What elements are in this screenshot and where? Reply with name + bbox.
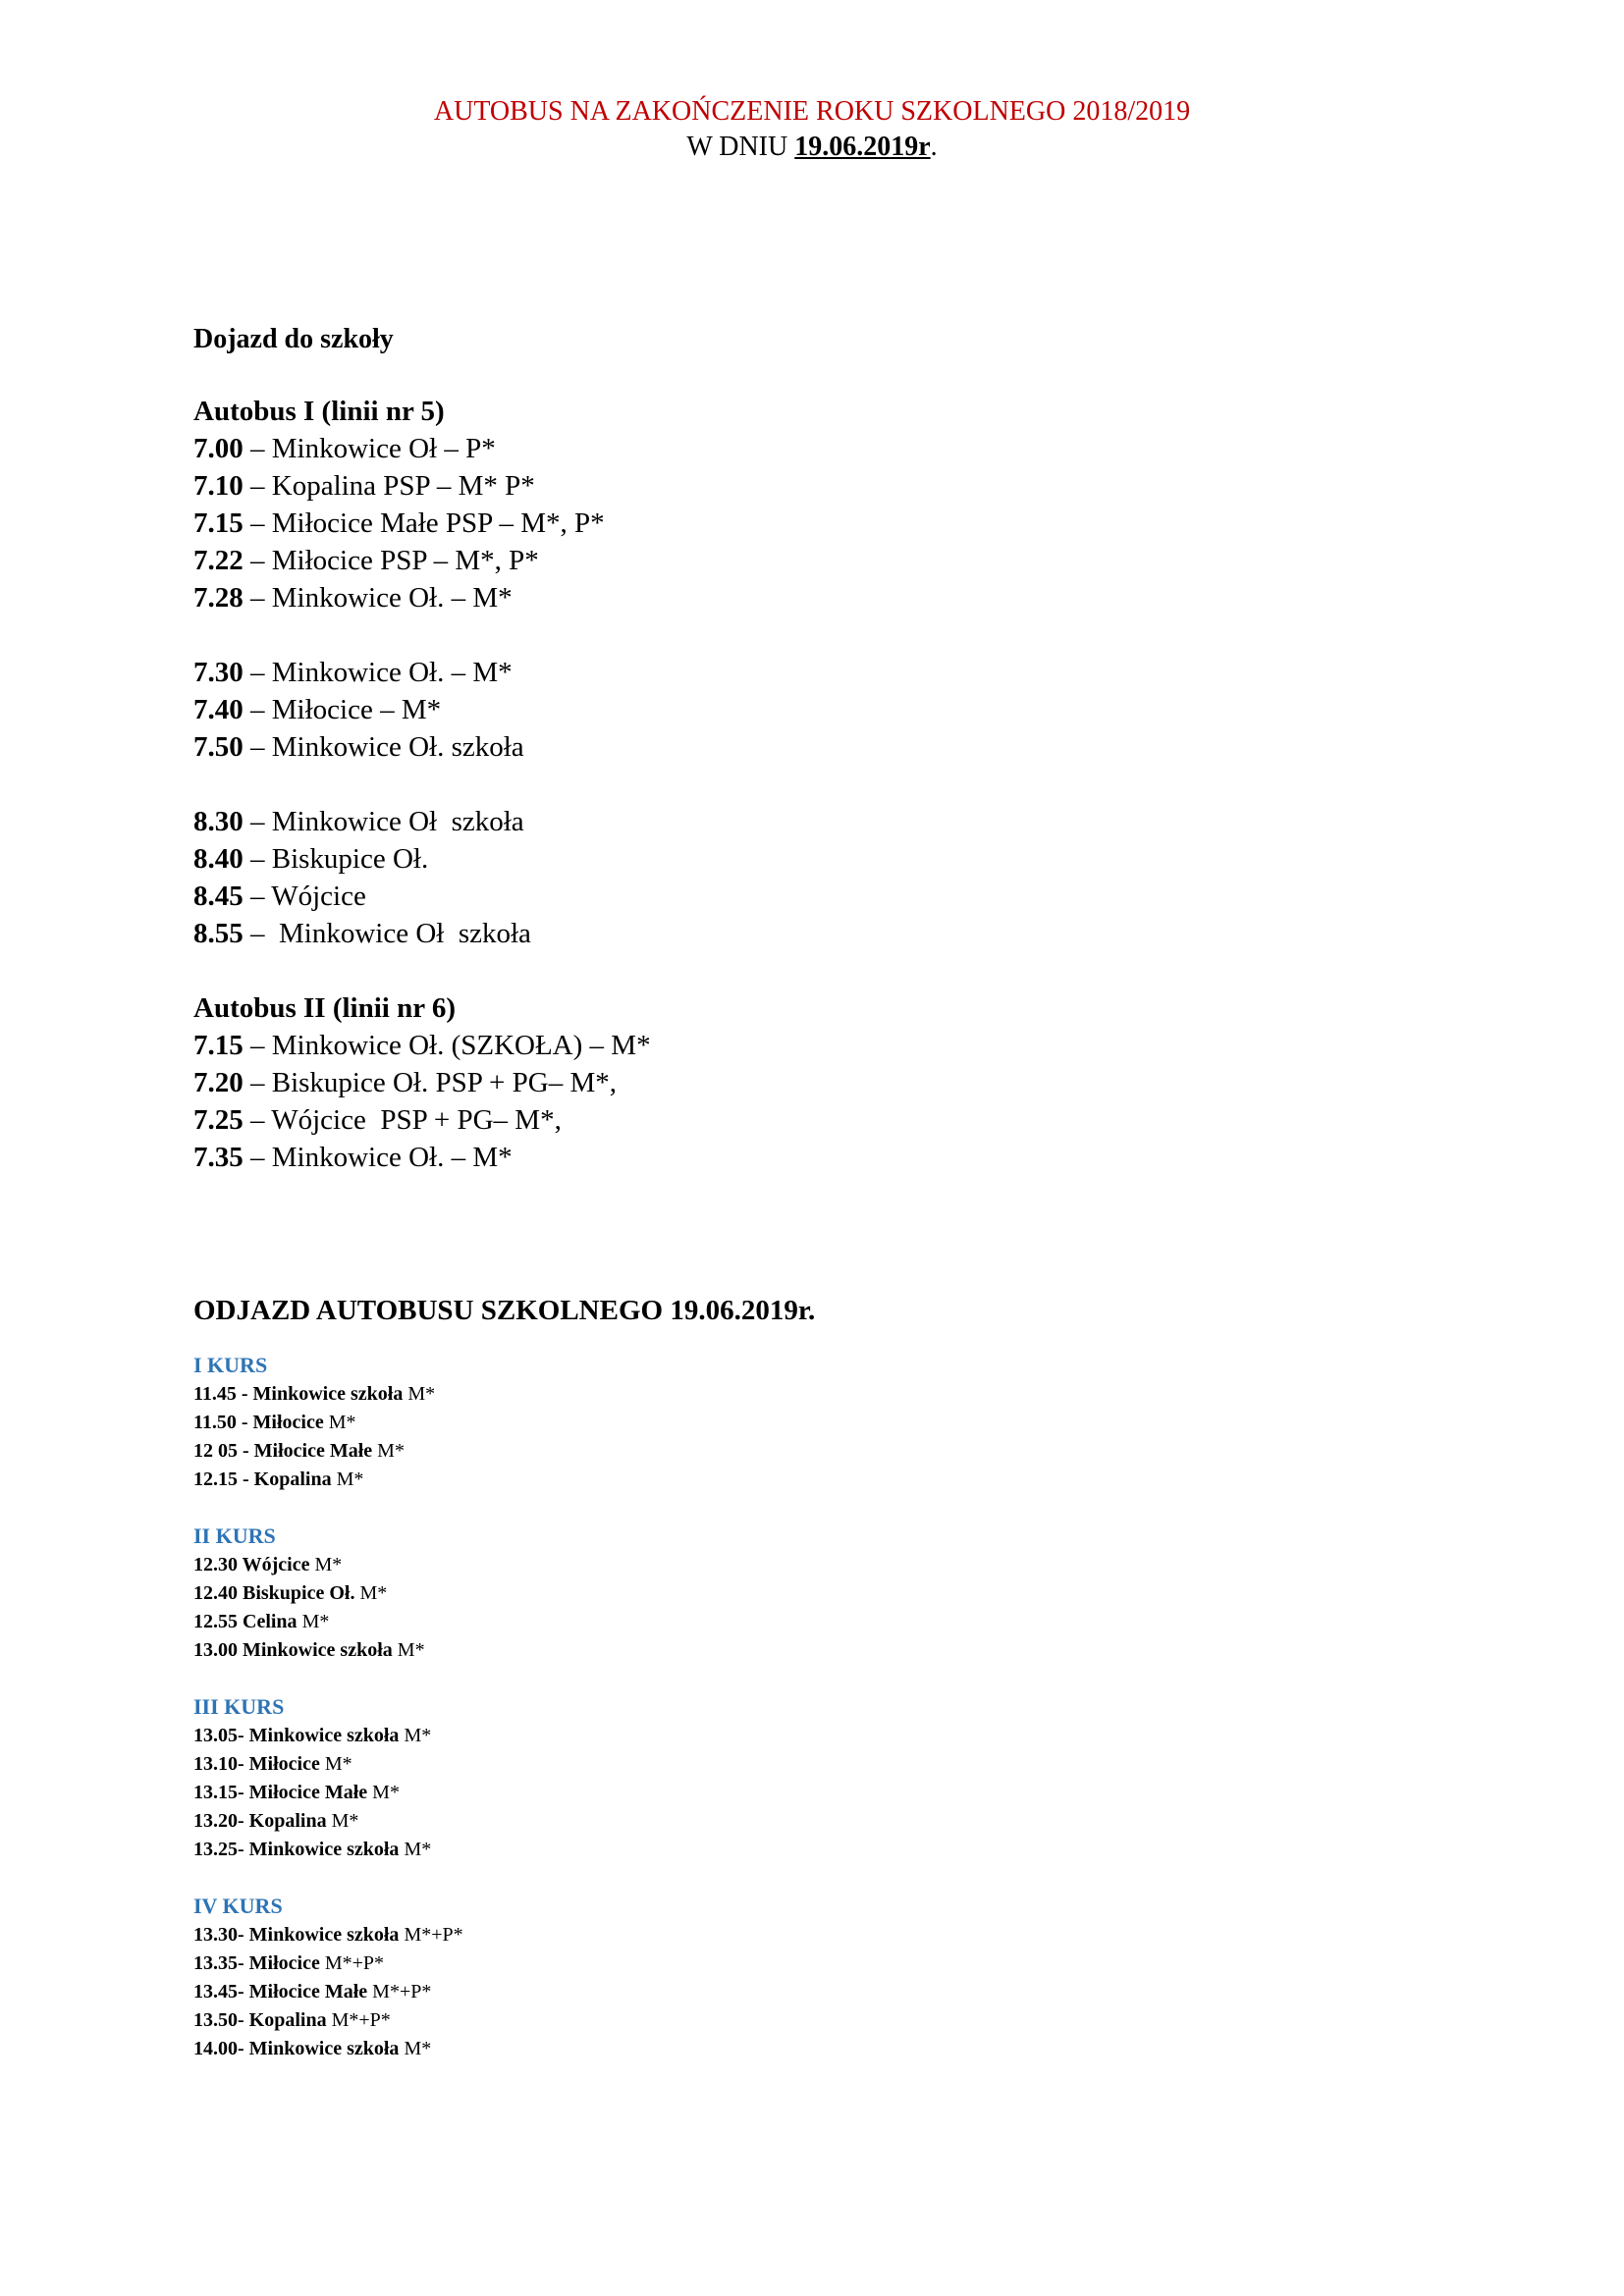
document-title: AUTOBUS NA ZAKOŃCZENIE ROKU SZKOLNEGO 2018/2019 [433,96,1191,127]
schedule-row: 8.40 – Biskupice Oł. [193,843,429,875]
schedule-row: 7.20 – Biskupice Oł. PSP + PG– M*, [193,1067,618,1098]
kurs-row: 12.15 - Kopalina M* [193,1468,364,1490]
kurs-title: II KURS [193,1523,276,1548]
kurs-row: 14.00- Minkowice szkoła M* [193,2038,432,2059]
schedule-row: 7.35 – Minkowice Oł. – M* [193,1142,513,1173]
kurs-row: 11.45 - Minkowice szkoła M* [193,1383,436,1405]
kurs-row: 13.05- Minkowice szkoła M* [193,1725,432,1746]
schedule-row: 7.10 – Kopalina PSP – M* P* [193,470,535,502]
document-content [193,322,1470,2063]
kurs-row: 13.20- Kopalina M* [193,1810,359,1832]
date-line [0,130,1624,165]
kurs-row: 13.25- Minkowice szkoła M* [193,1839,432,1860]
bus-1-group-1 [193,430,1470,616]
schedule-row: 8.30 – Minkowice Oł szkoła [193,806,524,837]
schedule-row: 7.28 – Minkowice Oł. – M* [193,582,513,614]
kurs-row: 13.00 Minkowice szkoła M* [193,1639,425,1661]
kurs-title: I KURS [193,1353,268,1377]
kurs-row: 12 05 - Miłocice Małe M* [193,1440,405,1462]
bus-1-group-2 [193,654,1470,766]
date-suffix: . [930,132,938,162]
kurs-2 [193,1522,1470,1665]
schedule-row: 7.25 – Wójcice PSP + PG– M*, [193,1104,562,1136]
kurs-title: IV KURS [193,1894,283,1918]
departure-heading: ODJAZD AUTOBUSU SZKOLNEGO 19.06.2019r. [193,1295,816,1326]
kurs-row: 12.55 Celina M* [193,1611,330,1632]
kurs-row: 13.50- Kopalina M*+P* [193,2009,391,2031]
schedule-row: 8.55 – Minkowice Oł szkoła [193,918,531,949]
schedule-row: 7.50 – Minkowice Oł. szkoła [193,731,524,763]
arrival-heading: Dojazd do szkoły [193,324,394,354]
date-prefix: W DNIU [686,132,795,162]
kurs-row: 13.15- Miłocice Małe M* [193,1782,400,1803]
bus-1-heading: Autobus I (linii nr 5) [193,396,445,427]
schedule-row: 7.15 – Minkowice Oł. (SZKOŁA) – M* [193,1030,651,1061]
bus-2-heading: Autobus II (linii nr 6) [193,992,456,1024]
document-header [0,94,1624,165]
kurs-1 [193,1351,1470,1494]
schedule-row: 7.40 – Miłocice – M* [193,694,442,725]
kurs-row: 13.30- Minkowice szkoła M*+P* [193,1924,463,1946]
kurs-3 [193,1692,1470,1864]
bus-2-rows [193,1027,1470,1176]
kurs-row: 12.30 Wójcice M* [193,1554,343,1575]
schedule-row: 7.15 – Miłocice Małe PSP – M*, P* [193,507,605,539]
event-date: 19.06.2019r [794,132,931,162]
kurs-row: 13.10- Miłocice M* [193,1753,352,1775]
schedule-row: 7.22 – Miłocice PSP – M*, P* [193,545,539,576]
kurs-row: 13.45- Miłocice Małe M*+P* [193,1981,432,2002]
kurs-row: 13.35- Miłocice M*+P* [193,1952,385,1974]
kurs-row: 12.40 Biskupice Oł. M* [193,1582,388,1604]
kurs-4 [193,1892,1470,2063]
schedule-row: 7.00 – Minkowice Oł – P* [193,433,496,464]
schedule-row: 7.30 – Minkowice Oł. – M* [193,657,513,688]
bus-1-group-3 [193,803,1470,952]
kurs-row: 11.50 - Miłocice M* [193,1412,356,1433]
schedule-row: 8.45 – Wójcice [193,881,366,912]
kurs-title: III KURS [193,1694,285,1719]
